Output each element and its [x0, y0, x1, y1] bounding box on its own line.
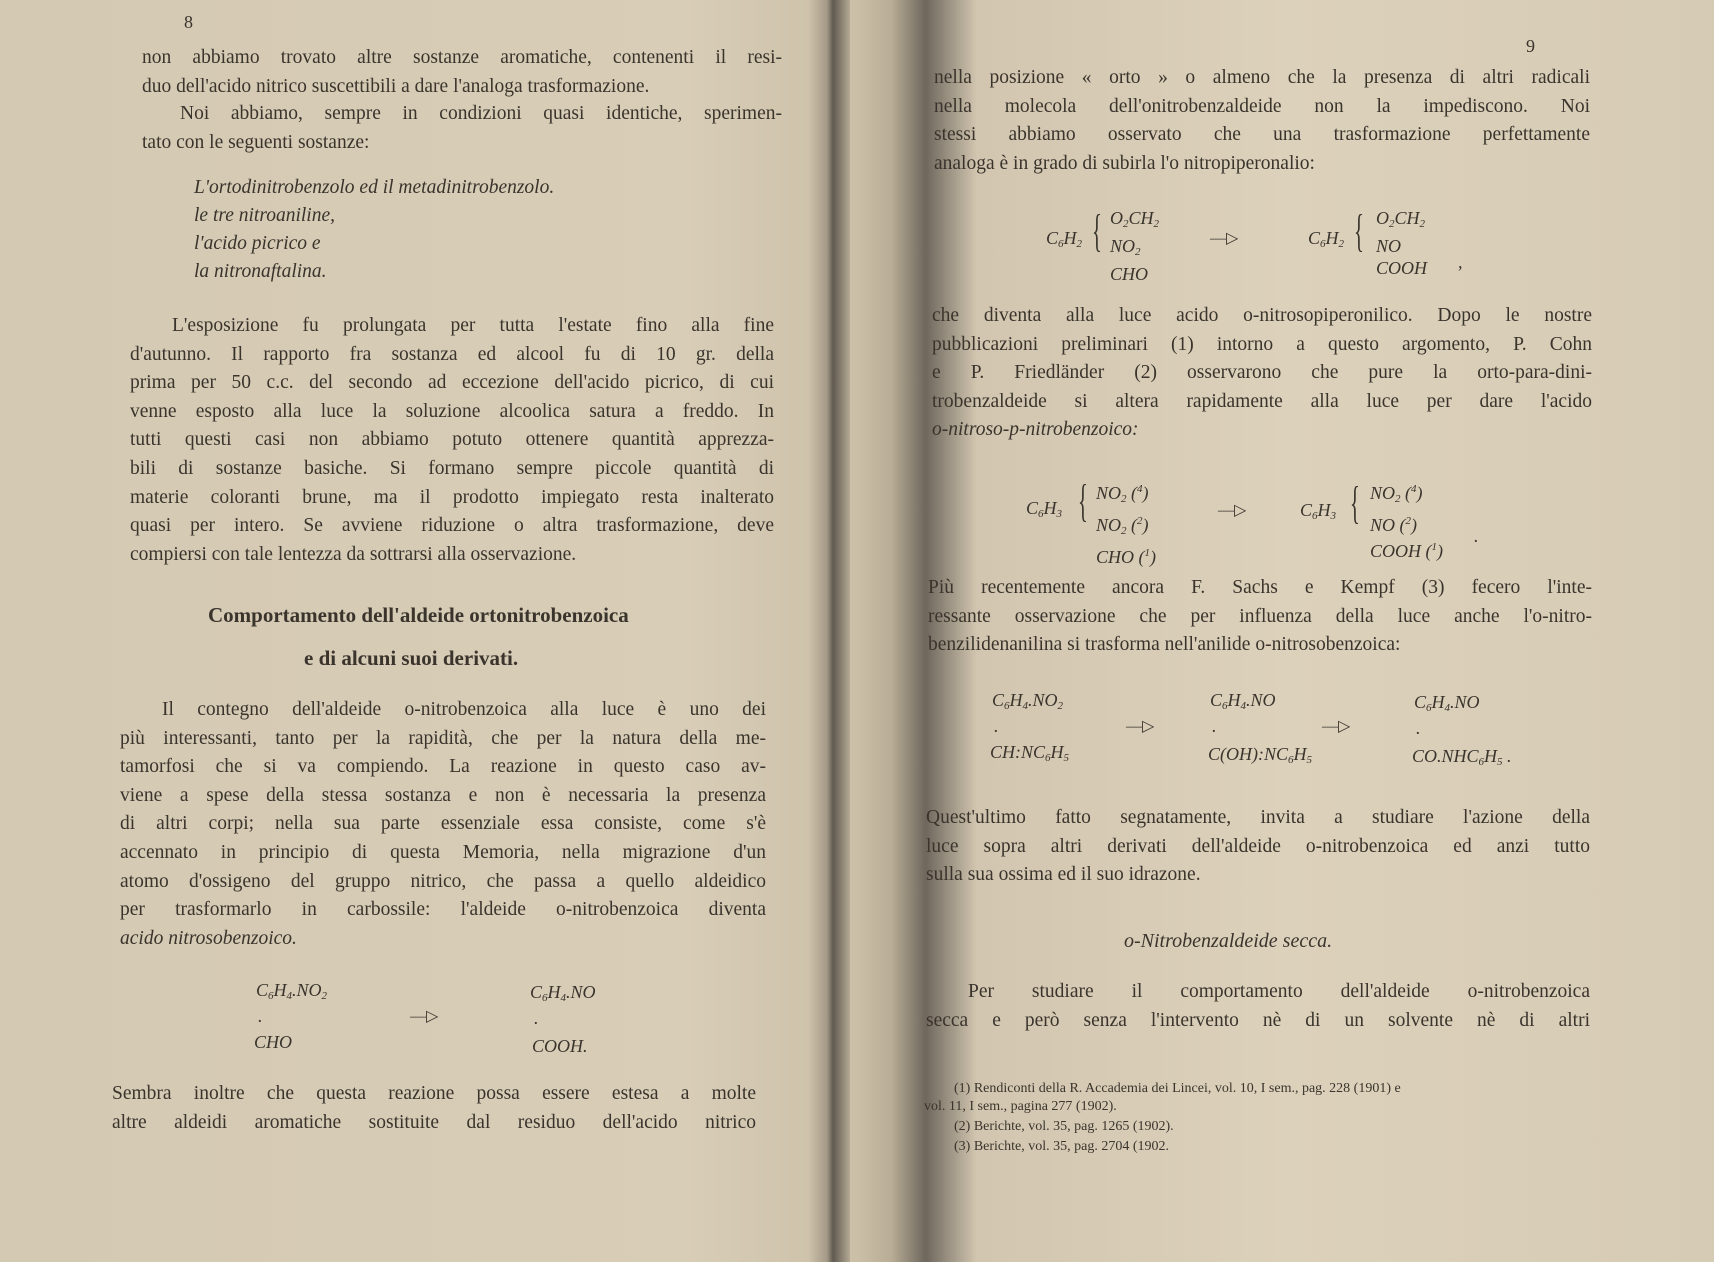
list-item: le tre nitroaniline, — [194, 205, 335, 226]
text-line: analoga è in grado di subirla l'o nitropiperonalio: — [934, 152, 1315, 174]
reaction-arrow: —▷ — [1218, 502, 1247, 519]
formula-base: $C_6H_2$ — [1046, 228, 1083, 250]
formula-dot: . — [534, 1008, 539, 1028]
text-line: duo dell'acido nitrico suscettibili a dare l'analoga trasformazione. — [142, 75, 650, 97]
footnote: (2) Berichte, vol. 35, pag. 1265 (1902). — [954, 1119, 1174, 1134]
text-line: o-nitroso-p-nitrobenzoico: — [932, 419, 1139, 441]
paragraph — [142, 100, 782, 157]
formula-term: COOH — [1376, 258, 1428, 278]
reaction-arrow: —▷ — [410, 1008, 439, 1025]
text-line: pubblicazioni preliminari (1) intorno a questo argomento, P. Cohn — [932, 333, 1592, 355]
paragraph — [928, 574, 1592, 660]
paragraph — [142, 44, 782, 101]
formula-term: COOH ($^1$) — [1370, 541, 1443, 561]
paragraph — [120, 696, 766, 953]
text-line: Noi abbiamo, sempre in condizioni quasi identiche, sperimen- — [180, 103, 782, 124]
formula-term: $NO_2$ — [1110, 236, 1141, 258]
text-line: altre aldeidi aromatiche sostituite dal residuo dell'acido nitrico — [112, 1111, 756, 1133]
formula-term: $C_6H_4.NO$ — [1210, 690, 1276, 712]
text-line: secca e però senza l'intervento nè di un solvente nè di altri — [926, 1009, 1590, 1031]
formula-term: $C_6H_4.NO$ — [530, 982, 596, 1004]
brace-icon: { — [1078, 475, 1088, 526]
formula-term: CHO — [1110, 264, 1149, 284]
list-item: L'ortodinitrobenzolo ed il metadinitrobenzolo. — [194, 177, 555, 198]
right-page — [838, 0, 1714, 1262]
formula-term: $C(OH):NC_6H_5$ — [1208, 744, 1312, 766]
brace-icon: { — [1354, 205, 1364, 256]
formula-term: $NO_2$ ($^4$) — [1370, 483, 1423, 505]
text-line: sulla sua ossima ed il suo idrazone. — [926, 864, 1201, 886]
text-line: Per studiare il comportamento dell'aldeide o-nitrobenzoica — [968, 981, 1590, 1002]
text-line: tato con le seguenti sostanze: — [142, 131, 370, 153]
reaction-arrow: —▷ — [1126, 718, 1155, 735]
formula-dot: . — [258, 1006, 263, 1026]
formula-dot: . — [1416, 718, 1421, 738]
paragraph — [932, 302, 1592, 445]
reaction-arrow: —▷ — [1322, 718, 1351, 735]
text-line: quasi per intero. Se avviene riduzione o altra trasformazione, deve — [130, 515, 774, 537]
text-line: bili di sostanze basiche. Si formano sempre piccole quantità di — [130, 457, 774, 479]
formula-punct: . — [1474, 526, 1479, 546]
text-line: Più recentemente ancora F. Sachs e Kempf (3) fecero l'inte- — [928, 577, 1592, 598]
footnote: vol. 11, I sem., pagina 277 (1902). — [924, 1099, 1117, 1114]
text-line: Sembra inoltre che questa reazione possa essere estesa a molte — [112, 1083, 756, 1104]
formula-dot: . — [994, 716, 999, 736]
text-line: acido nitrosobenzoico. — [120, 927, 297, 949]
text-line: materie coloranti brune, ma il prodotto impiegato resta inalterato — [130, 486, 774, 508]
formula-term: $NO_2$ ($^2$) — [1096, 515, 1149, 537]
text-line: Il contegno dell'aldeide o-nitrobenzoica alla luce è uno dei — [162, 699, 766, 720]
text-line: luce sopra altri derivati dell'aldeide o-nitrobenzoica ed anzi tutto — [926, 835, 1590, 857]
paragraph — [112, 1080, 756, 1137]
formula-groups — [1370, 478, 1443, 562]
text-line: accennato in principio di questa Memoria, nella migrazione d'un — [120, 841, 766, 863]
text-line: ressante osservazione che per influenza della luce anche l'o-nitro- — [928, 605, 1592, 627]
text-line: che diventa alla luce acido o-nitrosopiperonilico. Dopo le nostre — [932, 305, 1592, 326]
formula-term: COOH. — [532, 1036, 588, 1056]
formula-term: $CH:NC_6H_5$ — [990, 742, 1070, 764]
page-number: 9 — [1526, 36, 1535, 56]
text-line: atomo d'ossigeno del gruppo nitrico, che passa a quello aldeidico — [120, 870, 766, 892]
formula-groups — [1096, 478, 1156, 568]
text-line: e P. Friedländer (2) osservarono che pure la orto-para-dini- — [932, 362, 1592, 384]
text-line: prima per 50 c.c. del secondo ad eccezione dell'acido picrico, di cui — [130, 372, 774, 394]
section-heading-line2: e di alcuni suoi derivati. — [304, 646, 519, 670]
text-line: trobenzaldeide si altera rapidamente alla luce per dare l'acido — [932, 390, 1592, 412]
formula-term: $C_6H_4.NO_2$ — [256, 980, 328, 1002]
text-line: viene a spese della stessa sostanza e non è necessaria la presenza — [120, 784, 766, 806]
text-line: venne esposto alla luce la soluzione alcoolica satura a freddo. In — [130, 400, 774, 422]
formula-term: $O_2CH_2$ — [1376, 208, 1426, 230]
page-number: 8 — [184, 12, 193, 32]
text-line: Quest'ultimo fatto segnatamente, invita a studiare l'azione della — [926, 807, 1590, 828]
formula-base: $C_6H_2$ — [1308, 228, 1345, 250]
formula-term: NO ($^2$) — [1370, 515, 1417, 535]
left-page — [0, 0, 838, 1262]
text-line: nella posizione « orto » o almeno che la presenza di altri radicali — [934, 67, 1590, 88]
text-line: tamorfosi che si va compiendo. La reazione in questo caso av- — [120, 756, 766, 778]
text-line: di altri corpi; nella sua parte essenziale essa consiste, come s'è — [120, 813, 766, 835]
text-line: L'esposizione fu prolungata per tutta l'estate fino alla fine — [172, 315, 774, 336]
formula-term: CHO — [254, 1032, 293, 1052]
footnote: (1) Rendiconti della R. Accademia dei Lincei, vol. 10, I sem., pag. 228 (1901) e — [954, 1081, 1401, 1096]
formula-term: NO — [1376, 236, 1402, 256]
formula-groups — [1110, 207, 1159, 285]
formula-term: $C_6H_4.NO_2$ — [992, 690, 1064, 712]
substance-list — [194, 174, 554, 286]
text-line: più interessanti, tanto per la rapidità, che per la natura della me- — [120, 727, 766, 749]
paragraph — [926, 804, 1590, 890]
reaction-arrow: —▷ — [1210, 230, 1239, 247]
formula-term: $O_2CH_2$ — [1110, 208, 1160, 230]
text-line: tutti questi casi non abbiamo potuto ottenere quantità apprezza- — [130, 429, 774, 451]
formula-term: CHO ($^1$) — [1096, 547, 1156, 567]
text-line: stessi abbiamo osservato che una trasformazione perfettamente — [934, 124, 1590, 146]
formula-base: $C_6H_3$ — [1026, 498, 1063, 520]
list-item: l'acido picrico e — [194, 233, 321, 254]
formula-term: $NO_2$ ($^4$) — [1096, 483, 1149, 505]
formula-term: $CO.NHC_6H_5$ . — [1412, 746, 1512, 768]
text-line: nella molecola dell'onitrobenzaldeide non la impediscono. Noi — [934, 95, 1590, 117]
paragraph — [926, 978, 1590, 1035]
paragraph — [130, 312, 774, 569]
text-line: compiersi con tale lentezza da sottrarsi alla osservazione. — [130, 543, 577, 565]
brace-icon: { — [1350, 477, 1360, 528]
text-line: non abbiamo trovato altre sostanze aromatiche, contenenti il resi- — [142, 47, 782, 68]
list-item: la nitronaftalina. — [194, 261, 327, 282]
text-line: benzilidenanilina si trasforma nell'anilide o-nitrosobenzoica: — [928, 634, 1401, 656]
footnote: (3) Berichte, vol. 35, pag. 2704 (1902. — [954, 1139, 1170, 1154]
paragraph — [934, 64, 1590, 178]
text-line: d'autunno. Il rapporto fra sostanza ed alcool fu di 10 gr. della — [130, 343, 774, 365]
formula-base: $C_6H_3$ — [1300, 500, 1337, 522]
brace-icon: { — [1092, 205, 1102, 256]
subsection-heading: o-Nitrobenzaldeide secca. — [1124, 930, 1333, 952]
formula-dot: . — [1212, 716, 1217, 736]
text-line: per trasformarlo in carbossile: l'aldeide o-nitrobenzoica diventa — [120, 899, 766, 921]
formula-term: $C_6H_4.NO$ — [1414, 692, 1480, 714]
formula-punct: , — [1458, 252, 1463, 272]
formula-groups — [1376, 207, 1427, 279]
section-heading: Comportamento dell'aldeide ortonitrobenzoica — [208, 603, 629, 627]
